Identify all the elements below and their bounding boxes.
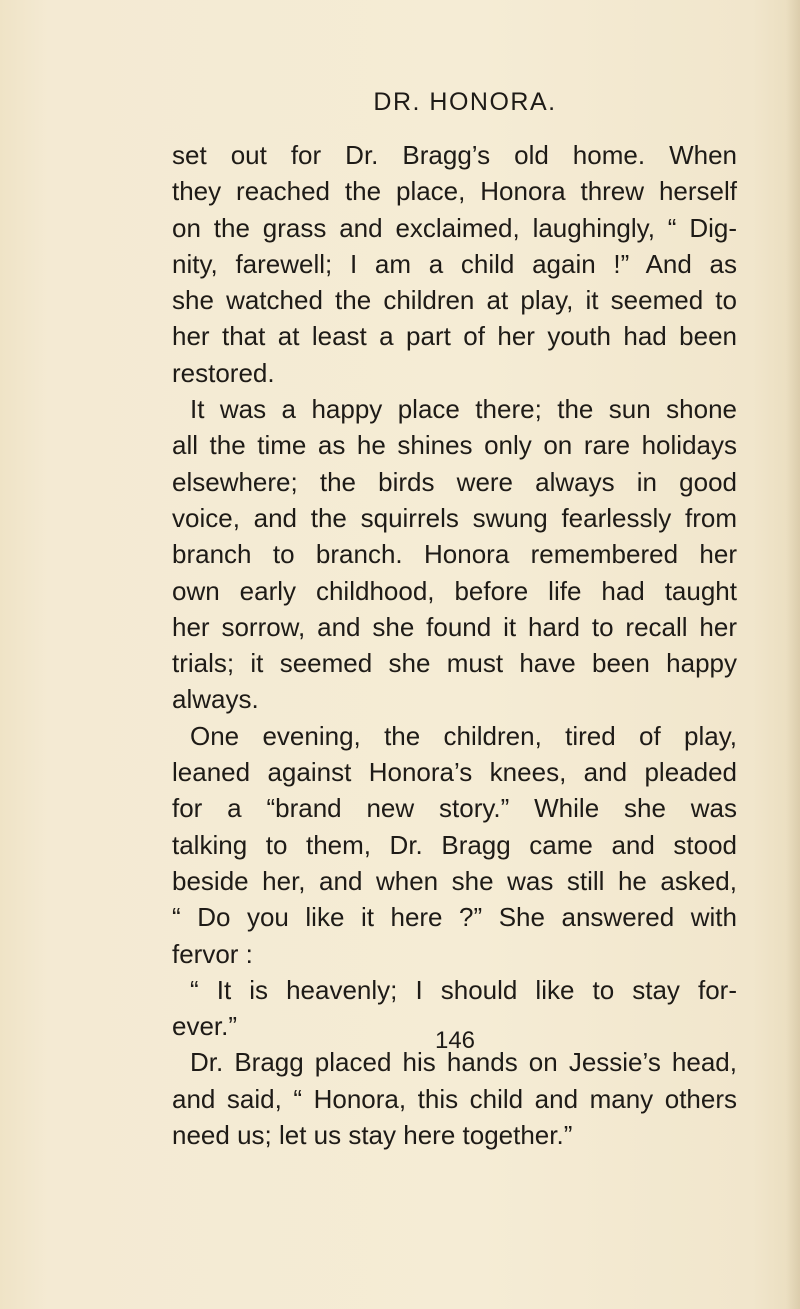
text-line: “ It is heavenly; I should like to stay for- xyxy=(190,974,737,1005)
text-line: Dr. Bragg placed his hands on Jessie’s head, xyxy=(190,1047,737,1078)
text-line: leaned against Honora’s knees, and pleaded xyxy=(172,757,737,788)
text-line: ever.” xyxy=(172,1011,238,1042)
text-line: her that at least a part of her youth had been xyxy=(172,321,737,352)
text-line: all the time as he shines only on rare holidays xyxy=(172,430,737,461)
text-line: restored. xyxy=(172,357,275,388)
text-line: elsewhere; the birds were always in good xyxy=(172,466,737,497)
text-line: fervor : xyxy=(172,938,253,969)
text-line: nity, farewell; I am a child again !” And as xyxy=(172,248,737,279)
text-line: they reached the place, Honora threw herself xyxy=(172,176,737,207)
text-line: talking to them, Dr. Bragg came and stood xyxy=(172,829,737,860)
text-line: her sorrow, and she found it hard to recall her xyxy=(172,611,737,642)
text-line: set out for Dr. Bragg’s old home. When xyxy=(172,140,737,170)
text-line: own early childhood, before life had taught xyxy=(172,575,737,606)
page-number: 146 xyxy=(434,1027,476,1054)
text-line: trials; it seemed she must have been happy xyxy=(172,648,737,679)
text-line: voice, and the squirrels swung fearlessly from xyxy=(172,502,737,533)
text-line: It was a happy place there; the sun shone xyxy=(190,394,737,425)
text-line: for a “brand new story.” While she was xyxy=(172,793,737,824)
text-line: beside her, and when she was still he asked, xyxy=(172,865,737,896)
body-text xyxy=(172,137,737,1153)
text-line: “ Do you like it here ?” She answered with xyxy=(172,902,737,933)
text-line: always. xyxy=(172,684,259,715)
page-edge-shadow xyxy=(786,0,800,1309)
text-line: branch to branch. Honora remembered her xyxy=(172,539,737,570)
text-line: need us; let us stay here together.” xyxy=(172,1120,573,1151)
running-head: DR. HONORA. xyxy=(373,88,557,116)
text-line: One evening, the children, tired of play, xyxy=(190,720,737,751)
text-line: and said, “ Honora, this child and many others xyxy=(172,1083,737,1114)
text-line: she watched the children at play, it seemed to xyxy=(172,285,737,316)
text-line: on the grass and exclaimed, laughingly, “ Dig- xyxy=(172,212,737,243)
